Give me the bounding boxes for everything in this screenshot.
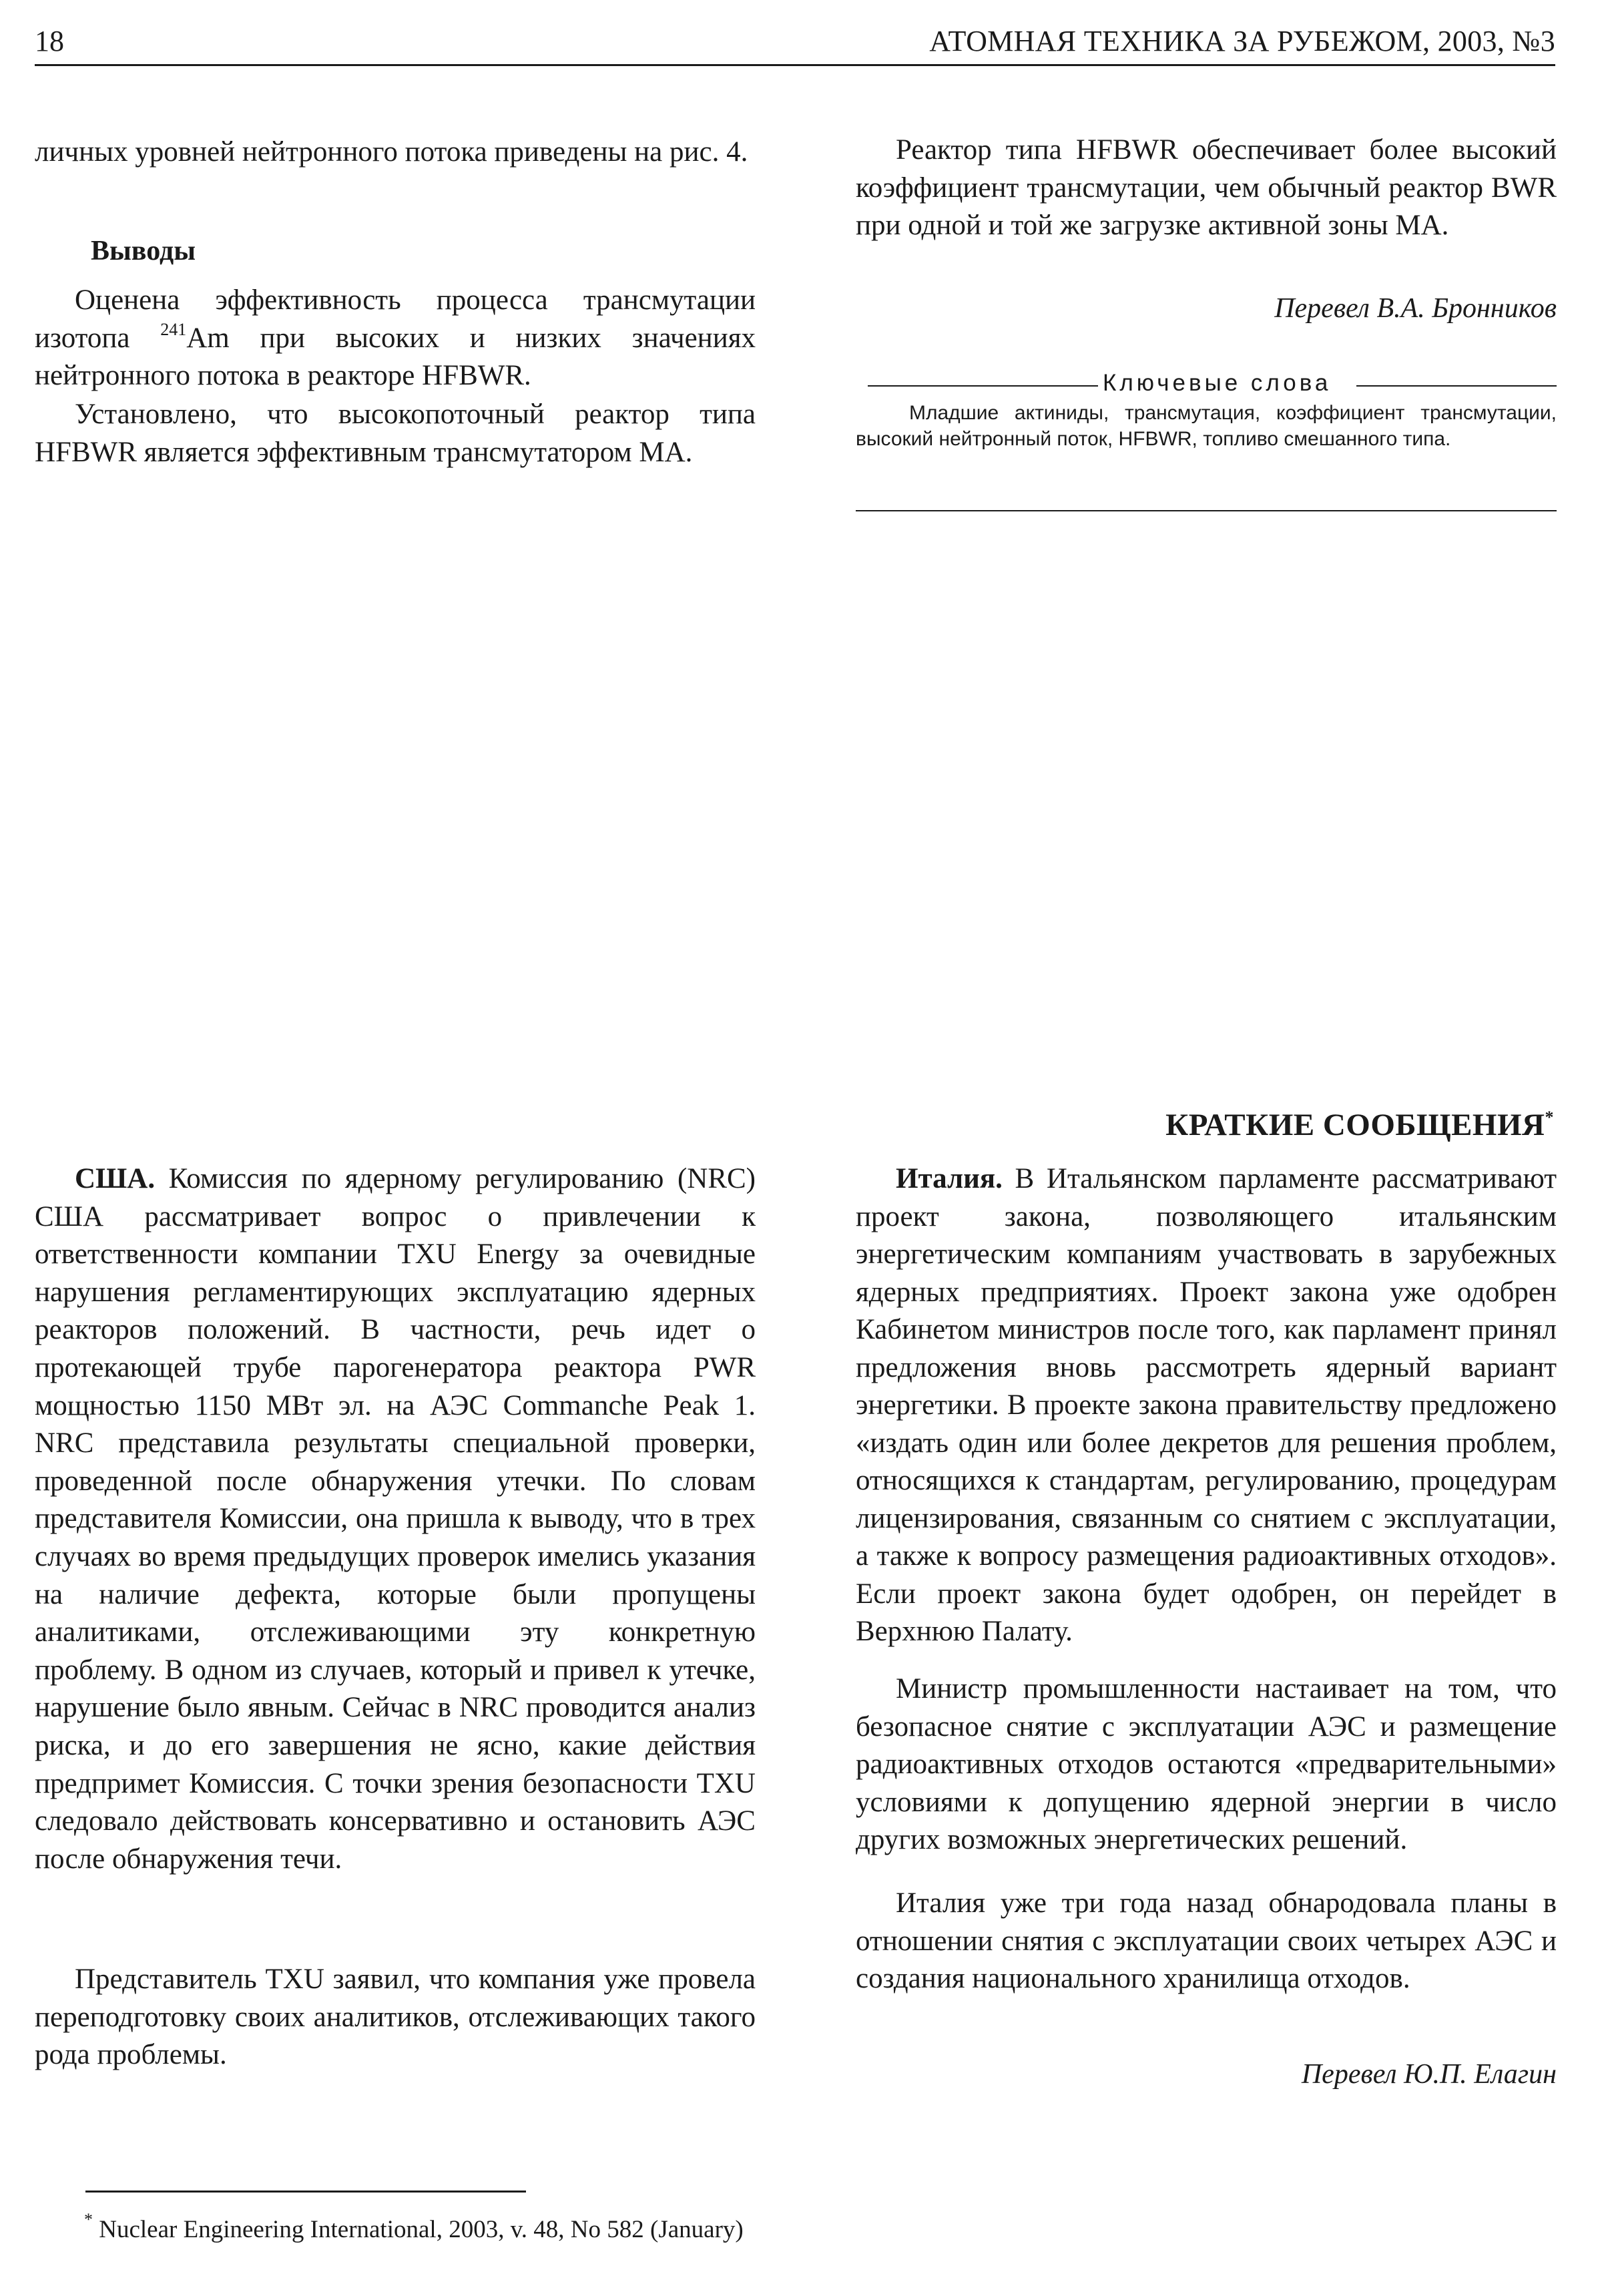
journal-title: АТОМНАЯ ТЕХНИКА ЗА РУБЕЖОМ, 2003, №3	[929, 25, 1555, 57]
footnote-rule	[85, 2191, 526, 2193]
usa-text: Комиссия по ядерному регулированию (NRC) США рассматривает вопрос о привлечении к ответственности компании TXU Energy за очевидные нарушения регламентирующих эксплуатацию ядерных реакторов положений. В частности, речь идет о протекающей трубе парогенератора реактора PWR мощностью 1150 МВт эл. на АЭС Commanche Peak 1. NRC представила результаты специальной проверки, проведенной после обнаружения утечки. По словам представителя Комиссии, она пришла к выводу, что в трех случаях во время предыдущих проверок имелись указания на наличие дефекта, которые были пропущены аналитиками, отслеживающими эту конкретную проблему. В одном из случаев, который и привел к утечке, нарушение было явным. Сейчас в NRC проводится анализ риска, и до его завершения не ясно, какие действия предпримет Комиссия. С точки зрения безопасности TXU следовало действовать консервативно и остановить АЭС после обнаружения течи.	[35, 1163, 756, 1875]
conclusion-text-a: Оценена эффективность процесса трансмутации изотопа	[35, 284, 756, 354]
conclusion-text-b: Am при высоких и низких значениях нейтронного потока в реакторе HFBWR.	[35, 322, 756, 391]
news-heading	[1165, 1107, 1554, 1143]
keywords-rule-right	[1356, 385, 1557, 387]
translator-credit-2: Перевел Ю.П. Елагин	[1301, 2059, 1557, 2090]
reactor-paragraph: Реактор типа HFBWR обеспечивает более высокий коэффициент трансмутации, чем обычный реактор BWR при одной и той же загрузке активной зоны MA.	[856, 134, 1557, 241]
italy-lead: Италия.	[896, 1163, 1003, 1194]
italy-paragraph-3: Италия уже три года назад обнародовала планы в отношении снятия с эксплуатации своих четырех АЭС и создания национального хранилища отходов.	[856, 1887, 1557, 1994]
italy-text: В Итальянском парламенте рассматривают проект закона, позволяющего итальянским энергетическим компаниям участвовать в зарубежных ядерных предприятиях. Проект закона уже одобрен Кабинетом министров после того, как парламент принял предложения вновь рассмотреть ядерный вариант энергетики. В проекте закона правительству предложено «издать один или более декретов для решения проблем, относящихся к стандартам, регулированию, процедурам лицензирования, связанным со снятием с эксплуатации, а также к вопросу размещения радиоактивных отходов». Если проект закона будет одобрен, он перейдет в Верхнюю Палату.	[856, 1163, 1557, 1647]
keywords-text: Младшие актиниды, трансмутация, коэффициент трансмутации, высокий нейтронный поток, HFBWR, топливо смешанного типа.	[856, 402, 1557, 450]
keywords-bottom-rule	[856, 510, 1557, 511]
keywords-rule-left	[868, 385, 1098, 387]
keywords-title: Ключевые слова	[1103, 370, 1332, 396]
italy-paragraph-1	[856, 1160, 1557, 1651]
news-heading-text: КРАТКИЕ СООБЩЕНИЯ	[1165, 1108, 1545, 1142]
intro-paragraph: личных уровней нейтронного потока приведены на рис. 4.	[35, 136, 748, 168]
footnote-mark: *	[84, 2210, 93, 2229]
news-heading-mark: *	[1545, 1108, 1554, 1127]
conclusion-paragraph-1	[35, 282, 756, 395]
header-rule	[35, 64, 1555, 66]
translator-credit-1: Перевел В.А. Бронников	[1274, 293, 1557, 324]
footnote	[84, 2210, 744, 2244]
conclusions-heading: Выводы	[91, 236, 196, 266]
usa-lead: США.	[75, 1163, 156, 1194]
conclusion-paragraph-2: Установлено, что высокопоточный реактор типа HFBWR является эффективным трансмутатором MA.	[35, 399, 756, 468]
italy-paragraph-2: Министр промышленности настаивает на том, что безопасное снятие с эксплуатации АЭС и размещение радиоактивных отходов остаются «предварительными» условиями к допущению ядерной энергии в число других возможных энергетических решений.	[856, 1673, 1557, 1855]
page-number: 18	[35, 25, 64, 57]
usa-paragraph-1	[35, 1160, 756, 1878]
footnote-text: Nuclear Engineering International, 2003, v. 48, No 582 (January)	[93, 2216, 744, 2243]
usa-paragraph-2: Представитель TXU заявил, что компания уже провела переподготовку своих аналитиков, отслеживающих такого рода проблемы.	[35, 1964, 756, 2070]
isotope-superscript: 241	[160, 319, 187, 339]
